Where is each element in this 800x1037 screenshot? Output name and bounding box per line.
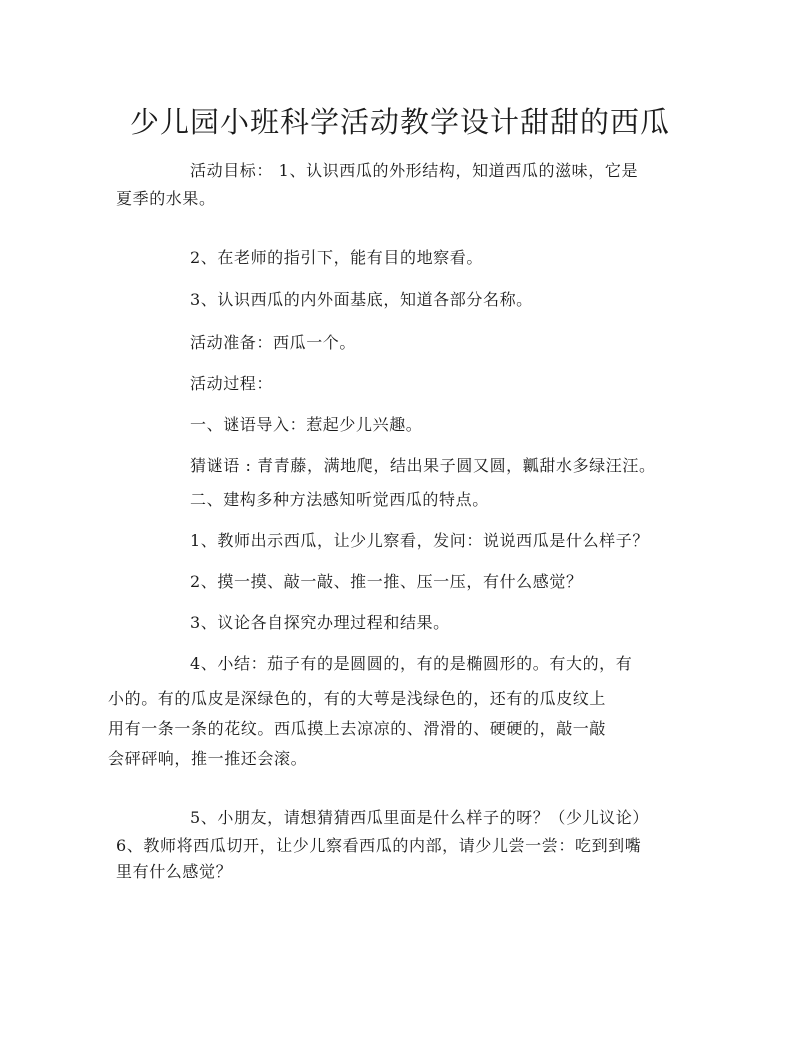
summary-line-3: 用有一条一条的花纹。西瓜摸上去凉凉的、滑滑的、硬硬的，敲一敲: [108, 719, 607, 738]
goal-item-3: 3、认识西瓜的内外面基底，知道各部分名称。: [190, 290, 533, 309]
step-6-line-2: 里有什么感觉？: [116, 862, 233, 881]
step-2: 2、摸一摸、敲一敲、推一推、压一压，有什么感觉？: [190, 572, 583, 591]
summary-line-2: 小的。有的瓜皮是深绿色的，有的大萼是浅绿色的，还有的瓜皮纹上: [108, 689, 607, 708]
step-5: 5、小朋友，请想猜猜西瓜里面是什么样子的呀？（少儿议论）: [190, 808, 649, 827]
preparation: 活动准备：西瓜一个。: [190, 333, 357, 352]
section-two-heading: 二、建构多种方法感知听觉西瓜的特点。: [190, 490, 489, 509]
step-6-line-1: 6、教师将西瓜切开，让少儿察看西瓜的内部，请少儿尝一尝：吃到到嘴: [116, 836, 642, 855]
process-heading: 活动过程：: [190, 374, 274, 393]
page-title: 少儿园小班科学活动教学设计甜甜的西瓜: [129, 105, 670, 139]
summary-line-4: 会砰砰响，推一推还会滚。: [108, 749, 308, 768]
goal-line-1: 活动目标： 1、认识西瓜的外形结构，知道西瓜的滋味，它是: [190, 161, 639, 180]
riddle-text: 猜谜语 : 青青藤，满地爬，结出果子圆又圆，瓤甜水多绿汪汪。: [190, 456, 656, 475]
goal-line-2: 夏季的水果。: [116, 189, 216, 208]
section-one-heading: 一、谜语导入：惹起少儿兴趣。: [190, 415, 423, 434]
step-1: 1、教师出示西瓜，让少儿察看，发问：说说西瓜是什么样子？: [190, 531, 649, 550]
step-3: 3、议论各自探究办理过程和结果。: [190, 613, 450, 632]
summary-line-1: 4、小结：茄子有的是圆圆的，有的是椭圆形的。有大的，有: [190, 654, 633, 673]
goal-item-2: 2、在老师的指引下，能有目的地察看。: [190, 248, 483, 267]
